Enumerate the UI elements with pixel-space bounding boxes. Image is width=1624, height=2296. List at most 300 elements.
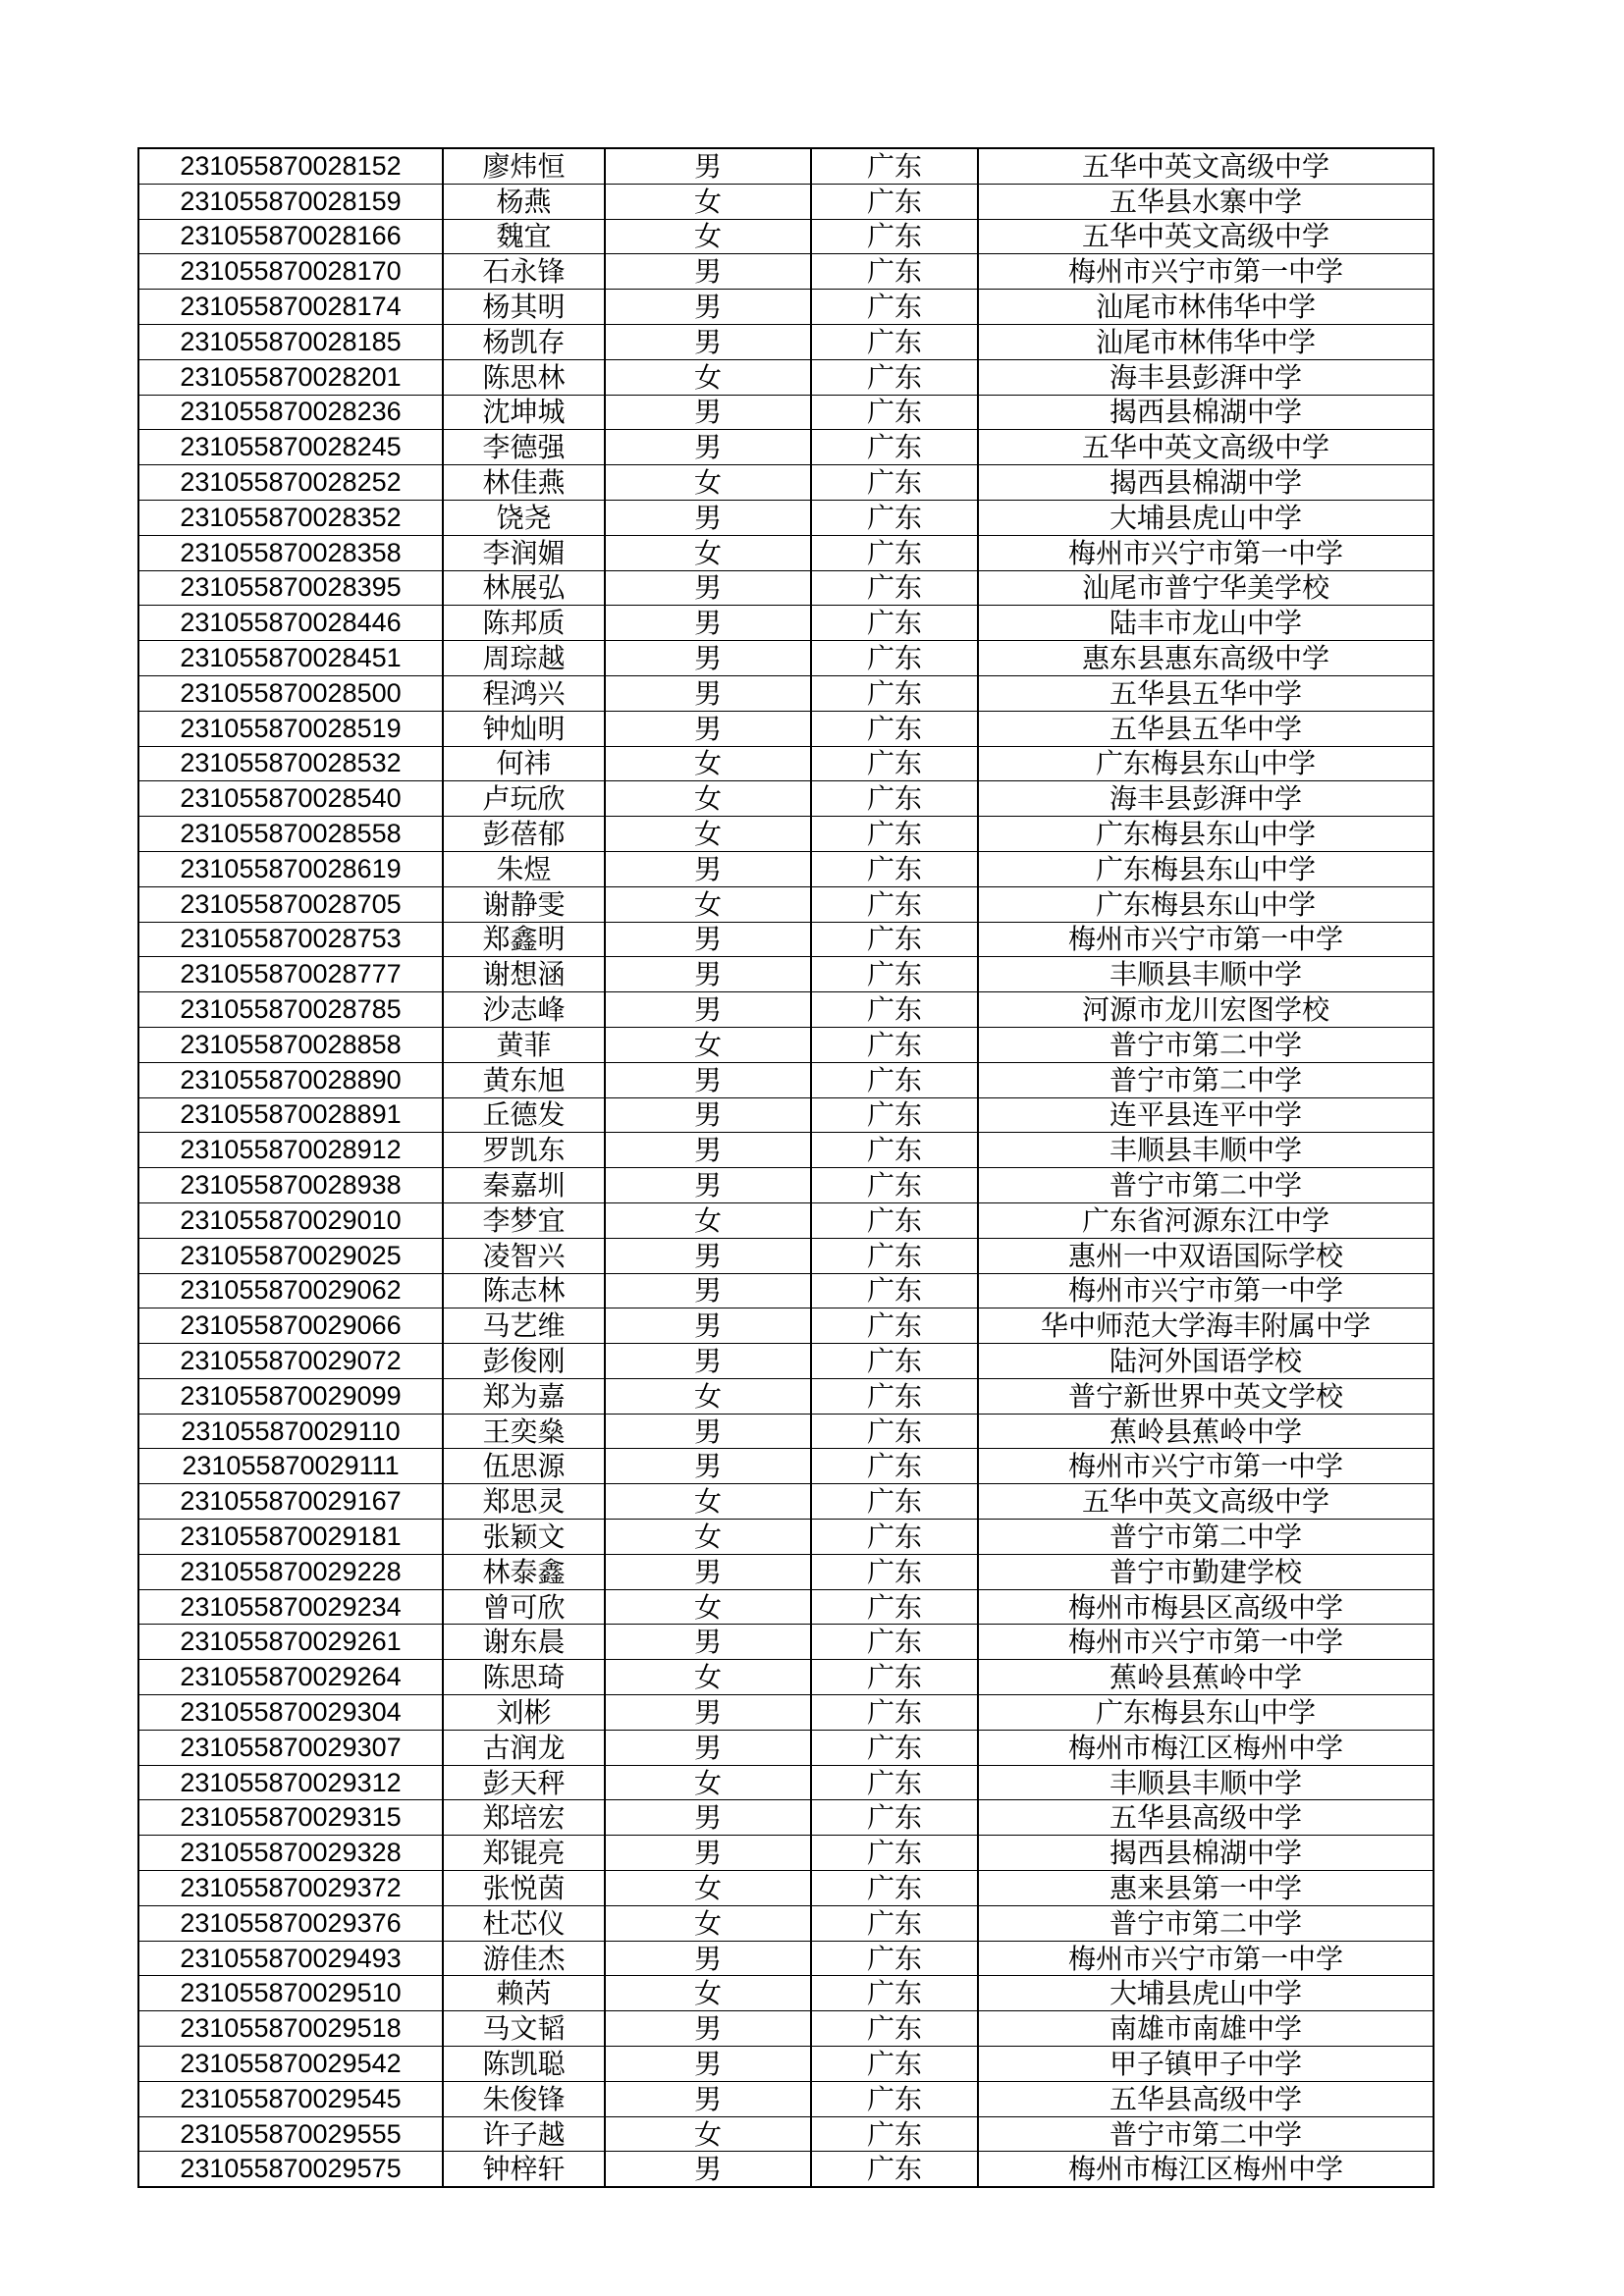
gender-cell: 男 [605, 992, 811, 1028]
gender-cell: 男 [605, 1941, 811, 1976]
table-row [138, 184, 1434, 219]
name-cell: 何祎 [443, 746, 605, 781]
province-cell: 广东 [811, 2047, 978, 2082]
school-cell: 普宁市第二中学 [978, 1027, 1434, 1062]
exam-id-cell: 231055870028152 [138, 148, 443, 184]
province-cell: 广东 [811, 1273, 978, 1308]
table-row [138, 1520, 1434, 1555]
roster-body [138, 148, 1434, 2187]
exam-id-cell: 231055870029010 [138, 1202, 443, 1238]
exam-id-cell: 231055870029304 [138, 1695, 443, 1731]
gender-cell: 男 [605, 1836, 811, 1871]
gender-cell: 男 [605, 1062, 811, 1097]
exam-id-cell: 231055870029307 [138, 1730, 443, 1765]
table-row [138, 2152, 1434, 2187]
gender-cell: 女 [605, 1202, 811, 1238]
school-cell: 普宁市第二中学 [978, 1168, 1434, 1203]
province-cell: 广东 [811, 1202, 978, 1238]
table-row [138, 1589, 1434, 1625]
name-cell: 陈凯聪 [443, 2047, 605, 2082]
province-cell: 广东 [811, 2116, 978, 2152]
gender-cell: 男 [605, 395, 811, 430]
exam-id-cell: 231055870028451 [138, 641, 443, 676]
name-cell: 罗凯东 [443, 1133, 605, 1168]
gender-cell: 女 [605, 1378, 811, 1414]
exam-id-cell: 231055870028245 [138, 430, 443, 465]
table-row [138, 1871, 1434, 1906]
name-cell: 秦嘉圳 [443, 1168, 605, 1203]
province-cell: 广东 [811, 465, 978, 501]
name-cell: 周琮越 [443, 641, 605, 676]
table-row [138, 1554, 1434, 1589]
name-cell: 陈志林 [443, 1273, 605, 1308]
school-cell: 广东梅县东山中学 [978, 817, 1434, 852]
school-cell: 梅州市兴宁市第一中学 [978, 254, 1434, 290]
table-row [138, 1800, 1434, 1836]
table-row [138, 1660, 1434, 1695]
gender-cell: 男 [605, 1133, 811, 1168]
table-row [138, 922, 1434, 957]
exam-id-cell: 231055870028753 [138, 922, 443, 957]
school-cell: 广东梅县东山中学 [978, 851, 1434, 886]
table-row [138, 2047, 1434, 2082]
table-row [138, 641, 1434, 676]
province-cell: 广东 [811, 500, 978, 535]
school-cell: 普宁市勤建学校 [978, 1554, 1434, 1589]
name-cell: 郑锟亮 [443, 1836, 605, 1871]
name-cell: 黄菲 [443, 1027, 605, 1062]
province-cell: 广东 [811, 817, 978, 852]
name-cell: 黄东旭 [443, 1062, 605, 1097]
school-cell: 梅州市兴宁市第一中学 [978, 922, 1434, 957]
province-cell: 广东 [811, 148, 978, 184]
exam-id-cell: 231055870028619 [138, 851, 443, 886]
gender-cell: 男 [605, 641, 811, 676]
name-cell: 杨燕 [443, 184, 605, 219]
province-cell: 广东 [811, 324, 978, 359]
gender-cell: 女 [605, 184, 811, 219]
province-cell: 广东 [811, 606, 978, 641]
table-row [138, 570, 1434, 606]
name-cell: 杨凯存 [443, 324, 605, 359]
exam-id-cell: 231055870029228 [138, 1554, 443, 1589]
exam-id-cell: 231055870029062 [138, 1273, 443, 1308]
gender-cell: 男 [605, 2152, 811, 2187]
gender-cell: 女 [605, 1589, 811, 1625]
school-cell: 梅州市兴宁市第一中学 [978, 535, 1434, 570]
school-cell: 普宁市第二中学 [978, 1062, 1434, 1097]
student-roster-table [137, 147, 1435, 2188]
table-row [138, 324, 1434, 359]
name-cell: 饶尧 [443, 500, 605, 535]
exam-id-cell: 231055870029234 [138, 1589, 443, 1625]
exam-id-cell: 231055870028558 [138, 817, 443, 852]
school-cell: 广东梅县东山中学 [978, 746, 1434, 781]
table-row [138, 1414, 1434, 1449]
table-row [138, 1308, 1434, 1344]
gender-cell: 男 [605, 570, 811, 606]
name-cell: 马文韬 [443, 2011, 605, 2047]
school-cell: 揭西县棉湖中学 [978, 465, 1434, 501]
name-cell: 李德强 [443, 430, 605, 465]
province-cell: 广东 [811, 1027, 978, 1062]
province-cell: 广东 [811, 1520, 978, 1555]
school-cell: 梅州市梅江区梅州中学 [978, 2152, 1434, 2187]
school-cell: 揭西县棉湖中学 [978, 1836, 1434, 1871]
exam-id-cell: 231055870029264 [138, 1660, 443, 1695]
school-cell: 五华中英文高级中学 [978, 1484, 1434, 1520]
name-cell: 古润龙 [443, 1730, 605, 1765]
exam-id-cell: 231055870028358 [138, 535, 443, 570]
exam-id-cell: 231055870028170 [138, 254, 443, 290]
gender-cell: 男 [605, 1344, 811, 1379]
exam-id-cell: 231055870029072 [138, 1344, 443, 1379]
province-cell: 广东 [811, 395, 978, 430]
table-row [138, 2081, 1434, 2116]
province-cell: 广东 [811, 851, 978, 886]
gender-cell: 女 [605, 1484, 811, 1520]
exam-id-cell: 231055870029312 [138, 1765, 443, 1800]
province-cell: 广东 [811, 570, 978, 606]
name-cell: 许子越 [443, 2116, 605, 2152]
province-cell: 广东 [811, 1133, 978, 1168]
exam-id-cell: 231055870029510 [138, 1976, 443, 2011]
province-cell: 广东 [811, 290, 978, 325]
name-cell: 凌智兴 [443, 1238, 605, 1273]
table-row [138, 1625, 1434, 1660]
exam-id-cell: 231055870028912 [138, 1133, 443, 1168]
exam-id-cell: 231055870028938 [138, 1168, 443, 1203]
province-cell: 广东 [811, 992, 978, 1028]
province-cell: 广东 [811, 1414, 978, 1449]
province-cell: 广东 [811, 2081, 978, 2116]
gender-cell: 男 [605, 1449, 811, 1484]
name-cell: 郑思灵 [443, 1484, 605, 1520]
name-cell: 谢静雯 [443, 886, 605, 922]
name-cell: 钟梓轩 [443, 2152, 605, 2187]
gender-cell: 男 [605, 1273, 811, 1308]
gender-cell: 男 [605, 1695, 811, 1731]
name-cell: 廖炜恒 [443, 148, 605, 184]
province-cell: 广东 [811, 1168, 978, 1203]
name-cell: 李润媚 [443, 535, 605, 570]
table-row [138, 500, 1434, 535]
table-row [138, 1941, 1434, 1976]
name-cell: 程鸿兴 [443, 675, 605, 711]
school-cell: 丰顺县丰顺中学 [978, 1133, 1434, 1168]
school-cell: 海丰县彭湃中学 [978, 359, 1434, 395]
name-cell: 游佳杰 [443, 1941, 605, 1976]
school-cell: 梅州市梅县区高级中学 [978, 1589, 1434, 1625]
table-row [138, 1062, 1434, 1097]
province-cell: 广东 [811, 1449, 978, 1484]
exam-id-cell: 231055870029110 [138, 1414, 443, 1449]
school-cell: 大埔县虎山中学 [978, 1976, 1434, 2011]
gender-cell: 男 [605, 1554, 811, 1589]
province-cell: 广东 [811, 711, 978, 746]
school-cell: 丰顺县丰顺中学 [978, 1765, 1434, 1800]
name-cell: 沈坤城 [443, 395, 605, 430]
table-row [138, 1238, 1434, 1273]
exam-id-cell: 231055870029555 [138, 2116, 443, 2152]
school-cell: 梅州市兴宁市第一中学 [978, 1941, 1434, 1976]
table-row [138, 606, 1434, 641]
province-cell: 广东 [811, 219, 978, 254]
exam-id-cell: 231055870028166 [138, 219, 443, 254]
exam-id-cell: 231055870029493 [138, 1941, 443, 1976]
exam-id-cell: 231055870029025 [138, 1238, 443, 1273]
name-cell: 郑为嘉 [443, 1378, 605, 1414]
table-row [138, 711, 1434, 746]
exam-id-cell: 231055870028500 [138, 675, 443, 711]
gender-cell: 女 [605, 886, 811, 922]
gender-cell: 男 [605, 430, 811, 465]
table-row [138, 1765, 1434, 1800]
table-row [138, 1695, 1434, 1731]
school-cell: 五华中英文高级中学 [978, 219, 1434, 254]
province-cell: 广东 [811, 1097, 978, 1133]
name-cell: 魏宜 [443, 219, 605, 254]
gender-cell: 女 [605, 1765, 811, 1800]
school-cell: 南雄市南雄中学 [978, 2011, 1434, 2047]
exam-id-cell: 231055870028446 [138, 606, 443, 641]
exam-id-cell: 231055870029261 [138, 1625, 443, 1660]
name-cell: 林泰鑫 [443, 1554, 605, 1589]
table-row [138, 817, 1434, 852]
name-cell: 杜芯仪 [443, 1905, 605, 1941]
gender-cell: 女 [605, 1976, 811, 2011]
name-cell: 李梦宜 [443, 1202, 605, 1238]
table-row [138, 1097, 1434, 1133]
province-cell: 广东 [811, 1800, 978, 1836]
gender-cell: 男 [605, 675, 811, 711]
school-cell: 河源市龙川宏图学校 [978, 992, 1434, 1028]
school-cell: 普宁市第二中学 [978, 2116, 1434, 2152]
name-cell: 石永锋 [443, 254, 605, 290]
name-cell: 马艺维 [443, 1308, 605, 1344]
province-cell: 广东 [811, 922, 978, 957]
table-row [138, 886, 1434, 922]
province-cell: 广东 [811, 1976, 978, 2011]
school-cell: 海丰县彭湃中学 [978, 781, 1434, 817]
exam-id-cell: 231055870029167 [138, 1484, 443, 1520]
table-row [138, 1449, 1434, 1484]
province-cell: 广东 [811, 1765, 978, 1800]
name-cell: 王奕燊 [443, 1414, 605, 1449]
name-cell: 彭天秤 [443, 1765, 605, 1800]
gender-cell: 男 [605, 324, 811, 359]
gender-cell: 男 [605, 2011, 811, 2047]
gender-cell: 女 [605, 1027, 811, 1062]
gender-cell: 男 [605, 500, 811, 535]
name-cell: 彭蓓郁 [443, 817, 605, 852]
gender-cell: 男 [605, 1730, 811, 1765]
school-cell: 梅州市兴宁市第一中学 [978, 1449, 1434, 1484]
table-row [138, 1344, 1434, 1379]
exam-id-cell: 231055870029518 [138, 2011, 443, 2047]
table-row [138, 290, 1434, 325]
province-cell: 广东 [811, 886, 978, 922]
table-row [138, 148, 1434, 184]
school-cell: 惠东县惠东高级中学 [978, 641, 1434, 676]
province-cell: 广东 [811, 746, 978, 781]
name-cell: 伍思源 [443, 1449, 605, 1484]
table-row [138, 1202, 1434, 1238]
school-cell: 梅州市梅江区梅州中学 [978, 1730, 1434, 1765]
gender-cell: 男 [605, 1625, 811, 1660]
table-row [138, 781, 1434, 817]
exam-id-cell: 231055870029545 [138, 2081, 443, 2116]
province-cell: 广东 [811, 1378, 978, 1414]
school-cell: 五华县高级中学 [978, 1800, 1434, 1836]
province-cell: 广东 [811, 957, 978, 992]
exam-id-cell: 231055870029181 [138, 1520, 443, 1555]
table-row [138, 851, 1434, 886]
gender-cell: 男 [605, 2047, 811, 2082]
gender-cell: 男 [605, 711, 811, 746]
exam-id-cell: 231055870028540 [138, 781, 443, 817]
school-cell: 普宁市第二中学 [978, 1905, 1434, 1941]
table-row [138, 1168, 1434, 1203]
school-cell: 揭西县棉湖中学 [978, 395, 1434, 430]
gender-cell: 女 [605, 781, 811, 817]
exam-id-cell: 231055870029315 [138, 1800, 443, 1836]
school-cell: 五华中英文高级中学 [978, 430, 1434, 465]
exam-id-cell: 231055870028890 [138, 1062, 443, 1097]
province-cell: 广东 [811, 1905, 978, 1941]
exam-id-cell: 231055870028236 [138, 395, 443, 430]
name-cell: 陈思琦 [443, 1660, 605, 1695]
gender-cell: 男 [605, 1238, 811, 1273]
exam-id-cell: 231055870028252 [138, 465, 443, 501]
province-cell: 广东 [811, 1730, 978, 1765]
table-row [138, 1133, 1434, 1168]
province-cell: 广东 [811, 1589, 978, 1625]
exam-id-cell: 231055870028159 [138, 184, 443, 219]
school-cell: 普宁市第二中学 [978, 1520, 1434, 1555]
school-cell: 惠来县第一中学 [978, 1871, 1434, 1906]
name-cell: 张颖文 [443, 1520, 605, 1555]
school-cell: 五华县五华中学 [978, 711, 1434, 746]
province-cell: 广东 [811, 1344, 978, 1379]
name-cell: 郑培宏 [443, 1800, 605, 1836]
gender-cell: 男 [605, 290, 811, 325]
gender-cell: 男 [605, 1168, 811, 1203]
gender-cell: 男 [605, 606, 811, 641]
name-cell: 张悦茵 [443, 1871, 605, 1906]
gender-cell: 男 [605, 1097, 811, 1133]
table-row [138, 254, 1434, 290]
school-cell: 汕尾市林伟华中学 [978, 324, 1434, 359]
province-cell: 广东 [811, 254, 978, 290]
exam-id-cell: 231055870028201 [138, 359, 443, 395]
name-cell: 沙志峰 [443, 992, 605, 1028]
name-cell: 谢想涵 [443, 957, 605, 992]
exam-id-cell: 231055870028532 [138, 746, 443, 781]
province-cell: 广东 [811, 781, 978, 817]
table-row [138, 1976, 1434, 2011]
province-cell: 广东 [811, 184, 978, 219]
name-cell: 林展弘 [443, 570, 605, 606]
gender-cell: 女 [605, 359, 811, 395]
province-cell: 广东 [811, 1941, 978, 1976]
gender-cell: 女 [605, 219, 811, 254]
province-cell: 广东 [811, 430, 978, 465]
table-row [138, 2011, 1434, 2047]
gender-cell: 男 [605, 1308, 811, 1344]
school-cell: 汕尾市普宁华美学校 [978, 570, 1434, 606]
gender-cell: 女 [605, 2116, 811, 2152]
school-cell: 五华县五华中学 [978, 675, 1434, 711]
school-cell: 惠州一中双语国际学校 [978, 1238, 1434, 1273]
exam-id-cell: 231055870029099 [138, 1378, 443, 1414]
table-row [138, 535, 1434, 570]
name-cell: 赖芮 [443, 1976, 605, 2011]
table-row [138, 1905, 1434, 1941]
table-row [138, 359, 1434, 395]
gender-cell: 女 [605, 817, 811, 852]
province-cell: 广东 [811, 1871, 978, 1906]
province-cell: 广东 [811, 535, 978, 570]
province-cell: 广东 [811, 2152, 978, 2187]
table-row [138, 1836, 1434, 1871]
table-row [138, 1378, 1434, 1414]
school-cell: 五华中英文高级中学 [978, 148, 1434, 184]
exam-id-cell: 231055870028519 [138, 711, 443, 746]
school-cell: 五华县水寨中学 [978, 184, 1434, 219]
school-cell: 陆丰市龙山中学 [978, 606, 1434, 641]
school-cell: 普宁新世界中英文学校 [978, 1378, 1434, 1414]
gender-cell: 男 [605, 1414, 811, 1449]
exam-id-cell: 231055870029376 [138, 1905, 443, 1941]
name-cell: 钟灿明 [443, 711, 605, 746]
name-cell: 曾可欣 [443, 1589, 605, 1625]
table-row [138, 957, 1434, 992]
province-cell: 广东 [811, 641, 978, 676]
school-cell: 蕉岭县蕉岭中学 [978, 1414, 1434, 1449]
name-cell: 林佳燕 [443, 465, 605, 501]
table-row [138, 1484, 1434, 1520]
gender-cell: 男 [605, 1800, 811, 1836]
table-row [138, 992, 1434, 1028]
gender-cell: 男 [605, 2081, 811, 2116]
name-cell: 郑鑫明 [443, 922, 605, 957]
exam-id-cell: 231055870029328 [138, 1836, 443, 1871]
school-cell: 五华县高级中学 [978, 2081, 1434, 2116]
school-cell: 陆河外国语学校 [978, 1344, 1434, 1379]
table-row [138, 430, 1434, 465]
school-cell: 大埔县虎山中学 [978, 500, 1434, 535]
exam-id-cell: 231055870028785 [138, 992, 443, 1028]
exam-id-cell: 231055870028352 [138, 500, 443, 535]
table-row [138, 1273, 1434, 1308]
name-cell: 杨其明 [443, 290, 605, 325]
school-cell: 广东梅县东山中学 [978, 886, 1434, 922]
exam-id-cell: 231055870029066 [138, 1308, 443, 1344]
school-cell: 广东梅县东山中学 [978, 1695, 1434, 1731]
school-cell: 梅州市兴宁市第一中学 [978, 1273, 1434, 1308]
school-cell: 梅州市兴宁市第一中学 [978, 1625, 1434, 1660]
province-cell: 广东 [811, 1625, 978, 1660]
school-cell: 广东省河源东江中学 [978, 1202, 1434, 1238]
gender-cell: 男 [605, 957, 811, 992]
gender-cell: 男 [605, 922, 811, 957]
province-cell: 广东 [811, 359, 978, 395]
name-cell: 谢东晨 [443, 1625, 605, 1660]
province-cell: 广东 [811, 1484, 978, 1520]
exam-id-cell: 231055870029542 [138, 2047, 443, 2082]
table-row [138, 675, 1434, 711]
